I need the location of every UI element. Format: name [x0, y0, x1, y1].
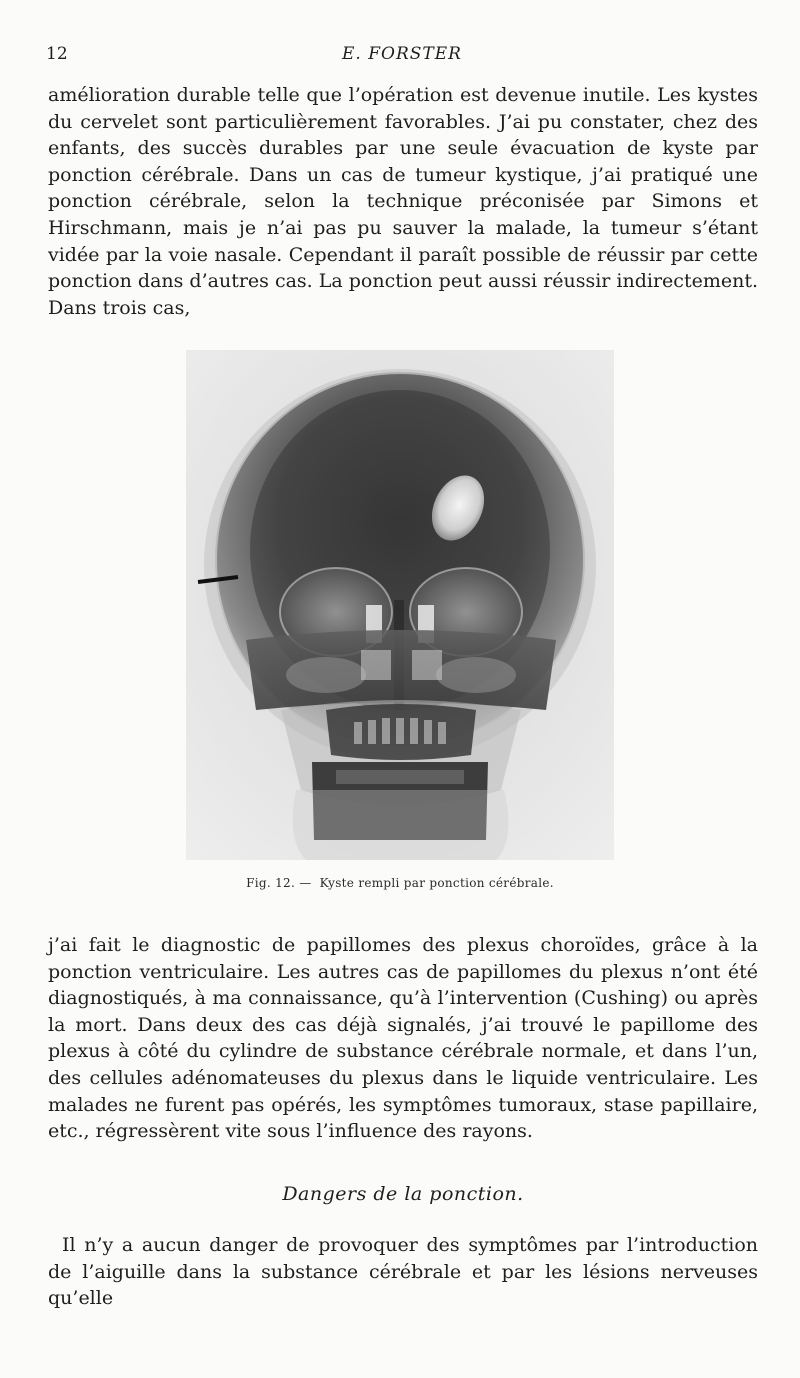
- page-number: 12: [46, 44, 68, 64]
- paragraph-bottom: Il n’y a aucun danger de provoquer des symptômes par l’introduction de l’aiguille dans la substance cérébrale et par les lésions nerveuses qu’elle: [48, 1234, 758, 1310]
- running-head: [46, 44, 758, 72]
- figure-skull-xray: [186, 350, 614, 860]
- running-head-author: E. FORSTER: [342, 44, 462, 64]
- paragraph-top: amélioration durable telle que l’opération est devenue inutile. Les kystes du cervelet sont particulièrement favorables. J’ai pu constater, chez des enfants, des succès durables par une seule évacuation de kyste par ponction cérébrale. Dans un cas de tumeur kystique, j’ai pratiqué une ponction cérébrale, selon la technique préconisée par Simons et Hirschmann, mais je n’ai pas pu sauver la malade, la tumeur s’étant vidée par la voie nasale. Cependant il paraît possible de réussir par cette ponction dans d’autres cas. La ponction peut aussi réussir indirectement. Dans trois cas,: [48, 84, 758, 319]
- figure-caption: [150, 876, 650, 890]
- figure-caption-text: Kyste rempli par ponction cérébrale.: [319, 876, 554, 890]
- skull-xray-image: [186, 350, 614, 860]
- section-heading: Dangers de la ponction.: [282, 1183, 524, 1205]
- figure-label: Fig. 12. —: [246, 876, 312, 890]
- paragraph-middle: j’ai fait le diagnostic de papillomes des plexus choroïdes, grâce à la ponction ventriculaire. Les autres cas de papillomes du plexus n’ont été diagnostiqués, à ma connaissance, qu’à l’intervention (Cushing) ou après la mort. Dans deux des cas déjà signalés, j’ai trouvé le papillome des plexus à côté du cylindre de substance cérébrale normale, et dans l’un, des cellules adénomateuses du plexus dans le liquide ventriculaire. Les malades ne furent pas opérés, les symptômes tumoraux, stase papillaire, etc., régressèrent vite sous l’influence des rayons.: [48, 934, 758, 1143]
